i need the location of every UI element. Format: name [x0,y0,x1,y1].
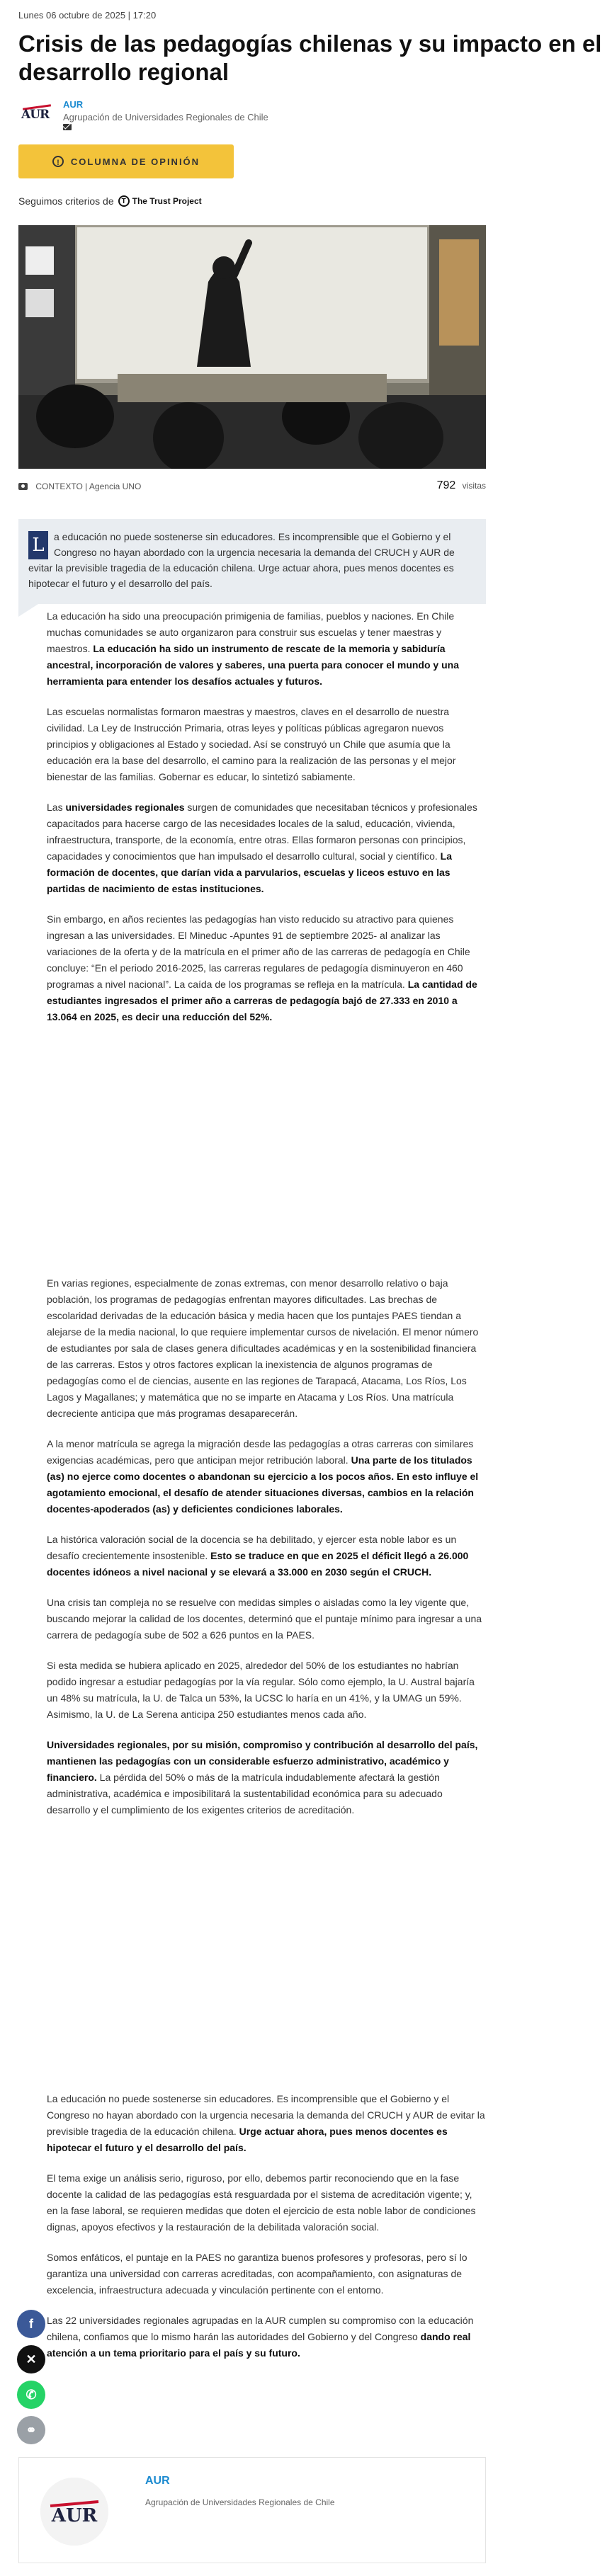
author-name-link[interactable]: AUR [63,99,84,110]
mail-icon[interactable] [63,124,72,130]
photo-caption: CONTEXTO | Agencia UNO [35,481,142,491]
aur-logo-icon [40,2478,108,2546]
x-icon: ✕ [26,2352,37,2366]
paragraph: Las universidades regionales surgen de comunidades que necesitaban técnicos y profesionales capacitados para hacerse cargo de las necesidades locales de la salud, educación, vivienda, infraestructura, transporte, de la economía, entre otras. Ellas formaron personas con principios, capacidades y conocimientos que han impulsado el desarrollo cultural, social y científico. La formación de docentes, que darían vida a parvularios, escuelas y liceos estuvo en las partidas de nacimiento de estas instituciones. [47,802,477,894]
paragraph: Si esta medida se hubiera aplicado en 2025, alrededor del 50% de los estudiantes no habrían podido ingresar a estudiar pedagogías por la vía regular. Sólo como ejemplo, la U. Austral bajaría un 48% su matrícula, la U. de Talca un 53%, la UCSC lo haría en un 41%, y la UMAG un 59%. Asimismo, la U. de La Serena anticipa 250 estudiantes menos cada año. [47,1660,475,1720]
x-share-button[interactable] [17,2345,45,2373]
paragraph: A la menor matrícula se agrega la migración desde las pedagogías a otras carreras con similares exigencias académicas, pero que anticipan mejor retribución laboral. Una parte de los titulados (as) no ejerce como docentes o abandonan su ejercicio a los pocos años. En esto influye el agotamiento emocional, el desafío de atender situaciones diversas, cambios en la relación docentes-apoderados (as) y deficientes condiciones laborales. [47,1438,479,1515]
paragraph: La educación no puede sostenerse sin educadores. Es incomprensible que el Gobierno y el Congreso no hayan abordado con la urgencia necesaria la demanda del CRUCH y AUR de evitar la previsible tragedia de la educación chilena. Urge actuar ahora, pues menos docentes es hipotecar el futuro y el desarrollo del país. [47,2093,485,2153]
article-photo [18,225,486,469]
classroom-photo [18,225,486,469]
paragraph: El tema exige un análisis serio, riguroso, por ello, debemos partir reconociendo que en la fase docente la calidad de las pedagogías está resguardada por el sistema de acreditación vigente; y, en la fase laboral, se requieren medidas que doten el ejercicio de esta noble labor de condiciones dignas, apoyos efectivos y la restauración de la debilitada valoración social. [47,2172,476,2233]
dropcap: L [28,531,48,559]
paragraph: La educación ha sido una preocupación primigenia de familias, pueblos y naciones. En Chile muchas comunidades se auto organizaron para construir sus escuelas y tener maestras y maestros. La educación ha sido un instrumento de rescate de la memoria y sabiduría ancestral, incorporación de valores y saberes, una puerta para conocer el mundo y una herramienta para entender los desafíos actuales y futuros. [47,610,459,687]
info-icon: ! [52,156,64,167]
trust-project-icon: T [118,195,130,207]
facebook-share-button[interactable] [17,2310,45,2338]
author-card [18,2457,486,2563]
author-block [18,98,302,133]
view-count: 792 [436,479,456,491]
article-body-section-a [47,608,486,1039]
whatsapp-share-button[interactable] [17,2381,45,2409]
trust-project-row [18,195,202,207]
article-body-section-b [47,1275,486,1833]
paragraph: La histórica valoración social de la docencia se ha debilitado, y ejercer esta noble labor es un desafío crecientemente insostenible. Esto se traduce en que en 2025 el déficit llegó a 26.000 docentes idóneos a nivel nacional y se elevará a 33.000 en 2030 según el CRUCH. [47,1534,469,1578]
author-logo[interactable]: AUR [18,103,54,125]
view-count-label: visitas [462,481,486,491]
copy-link-button[interactable] [17,2416,45,2444]
facebook-icon: f [29,2316,33,2331]
paragraph: Universidades regionales, por su misión, compromiso y contribución al desarrollo del país, mantienen las pedagogías con un considerable esfuerzo administrativo, académico y financiero. La pérdida del 50% o más de la matrícula indudablemente afectará la gestión administrativa, académica e imposibilitará la sustentabilidad económica para su adecuado desarrollo y el cumplimiento de los exigentes criterios de acreditación. [47,1739,478,1816]
opinion-column-badge[interactable] [18,144,234,178]
paragraph: Las 22 universidades regionales agrupadas en la AUR cumplen su compromiso con la educación chilena, confiamos que lo mismo harán las autoridades del Gobierno y del Congreso dando real atención a un tema prioritario para el país y su futuro. [47,2315,474,2359]
publish-date: Lunes 06 octubre de 2025 | 17:20 [18,10,157,21]
svg-text:AUR: AUR [51,2505,98,2526]
photo-caption-row [18,481,486,491]
view-counter [437,479,486,492]
author-card-name[interactable]: AUR [145,2475,170,2487]
opinion-label: COLUMNA DE OPINIÓN [70,156,200,167]
author-org: Agrupación de Universidades Regionales de Chile [63,112,268,122]
lead-summary [18,519,486,604]
paragraph: Somos enfáticos, el puntaje en la PAES no garantiza buenos profesores y profesoras, pero sí lo garantiza una universidad con carreras acreditadas, con acompañamiento, con asignaturas de excelencia, infraestructura adecuada y vinculación pertinente con el entorno. [47,2252,468,2296]
paragraph: Sin embargo, en años recientes las pedagogías han visto reducido su atractivo para quienes ingresan a las universidades. El Mineduc -Apuntes 91 de septiembre 2025- al analizar las variaciones de la oferta y de la matrícula en el primer año de las carreras de pedagogía en Chile concluye: “En el periodo 2016-2025, las carreras regulares de pedagogía disminuyeron en 460 programas a nivel nacional”. La caída de los programas se refleja en la matrícula. La cantidad de estudiantes ingresados el primer año a carreras de pedagogía bajó de 27.333 en 2010 a 13.064 en 2025, es decir una reducción del 52%. [47,913,477,1022]
article-body-section-c [47,2091,486,2376]
paragraph: Una crisis tan compleja no se resuelve con medidas simples o aisladas como la ley vigente que, buscando mejorar la calidad de los docentes, determinó que el puntaje mínimo para ingresar a una carrera de pedagogía sube de 502 a 626 puntos en la PAES. [47,1597,482,1641]
author-card-logo[interactable] [40,2478,108,2546]
whatsapp-icon: ✆ [26,2387,37,2402]
lead-text: a educación no puede sostenerse sin educadores. Es incomprensible que el Gobierno y el Congreso no hayan abordado con la urgencia necesaria la demanda del CRUCH y AUR de evitar la previsible tragedia de la educación chilena. Urge actuar ahora, pues menos docentes es hipotecar el futuro y el desarrollo del país. [28,531,455,589]
link-icon: ⚭ [26,2422,37,2437]
camera-icon [18,483,28,490]
paragraph: En varias regiones, especialmente de zonas extremas, con menor desarrollo relativo o baja población, los programas de pedagogías enfrentan mayores dificultades. Las brechas de escolaridad derivadas de la educación básica y media hacen que los puntajes PAES tiendan a alejarse de la media nacional, lo que requiere implementar cursos de nivelación. El menor número de estudiantes por sala de clases genera dificultades académicas y en la sostenibilidad financiera de las carreras. Estos y otros factores explican la inexistencia de algunos programas de pedagogías como el de ciencias, ausente en las regiones de Tarapacá, Atacama, Los Ríos, Los Lagos y Magallanes; y matemática que no se imparte en Atacama y Los Ríos. Una matrícula decreciente anticipa que más programas desaparecerán. [47,1277,479,1419]
paragraph: Las escuelas normalistas formaron maestras y maestros, claves en el desarrollo de nuestra civilidad. La Ley de Instrucción Primaria, otras leyes y políticas públicas agregaron nuevos principios y obligaciones al Estado y sociedad. Así se construyó un Chile que asumía que la educación era la base del desarrollo, el camino para la realización de las personas y el mejor bienestar de las familias. Gobernar es educar, lo sintetizó sabiamente. [47,706,456,782]
author-card-org: Agrupación de Universidades Regionales de Chile [145,2497,335,2507]
trust-project-link[interactable]: T The Trust Project [118,195,202,207]
page-title: Crisis de las pedagogías chilenas y su impacto en el desarrollo regional [18,30,602,85]
trust-text: Seguimos criterios de [18,195,114,207]
